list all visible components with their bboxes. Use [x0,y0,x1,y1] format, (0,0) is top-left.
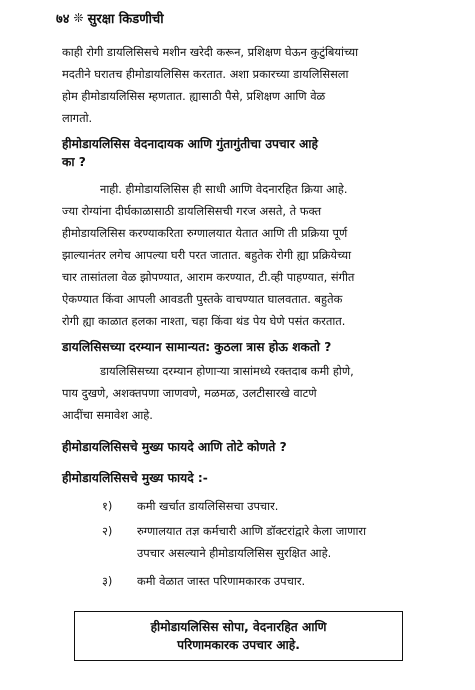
answer-line: पाय दुखणे, अशक्तपणा जाणवणे, मळमळ, उलटीसारखे वाटणे [62,386,317,400]
question-heading: हीमोडायलिसिसचे मुख्य फायदे आणि तोटे कोणते ? [62,440,287,454]
list-item-number: १) [102,499,113,513]
callout-line: हीमोडायलिसिस सोपा, वेदनारहित आणि [150,620,327,634]
question-heading: हीमोडायलिसिस वेदनादायक आणि गुंतागुंतीचा उपचार आहे [62,137,318,151]
book-title: सुरक्षा किडणीची [87,12,164,27]
list-item: रुग्णालयात तज्ञ कर्मचारी आणि डॉक्टरांद्वारे केला जाणारा [137,524,367,538]
intro-line: मदतीने घरातच हीमोडायलिसिस करतात. अशा प्रकारच्या डायलिसिसला [62,67,349,81]
answer-line: रोगी ह्या काळात हलका नाश्ता, चहा किंवा थंड पेय घेणे पसंत करतात. [62,314,346,328]
intro-line: काही रोगी डायलिसिसचे मशीन खरेदी करून, प्रशिक्षण घेऊन कुटुंबियांच्या [62,45,359,59]
answer-line: आदींचा समावेश आहे. [62,408,153,422]
answer-line: हीमोडायलिसिस करण्याकरिता रुग्णालयात येतात आणि ती प्रक्रिया पूर्ण [62,226,348,240]
answer-line: डायलिसिसच्या दरम्यान होणाऱ्या त्रासांमध्ये रक्तदाब कमी होणे, [100,364,354,378]
question-heading: डायलिसिसच्या दरम्यान सामान्यत: कुठला त्रास होऊ शकतो ? [62,340,332,354]
answer-line: झाल्यानंतर लगेच आपल्या घरी परत जातात. बहुतेक रोगी ह्या प्रक्रियेच्या [62,248,352,262]
intro-line: लागतो. [62,111,93,125]
summary-callout-box [74,611,403,661]
answer-line: नाही. हीमोडायलिसिस ही साधी आणि वेदनारहित क्रिया आहे. [100,182,348,196]
answer-line: ज्या रोग्यांना दीर्घकाळासाठी डायलिसिसची गरज असते, ते फक्त [62,204,322,218]
answer-line: चार तासांतला वेळ झोपण्यात, आराम करण्यात, टी.व्ही पाहण्यात, संगीत [62,270,355,284]
list-item-continuation: उपचार असल्याने हीमोडायलिसिस सुरक्षित आहे. [137,546,332,560]
answer-line: ऐकण्यात किंवा आपली आवडती पुस्तके वाचण्यात घालवतात. बहुतेक [62,292,343,306]
callout-line: परिणामकारक उपचार आहे. [177,638,300,652]
list-item: कमी वेळात जास्त परिणामकारक उपचार. [137,574,306,588]
list-item-number: ३) [102,574,113,588]
list-item-number: २) [102,524,113,538]
ornament-icon: ❊ [73,11,84,25]
list-item: कमी खर्चात डायलिसिसचा उपचार. [137,499,279,513]
page-number: ७४ [56,12,70,27]
question-heading: का ? [62,155,86,169]
benefits-heading: हीमोडायलिसिसचे मुख्य फायदे :- [62,471,208,485]
intro-line: होम हीमोडायलिसिस म्हणतात. ह्यासाठी पैसे, प्रशिक्षण आणि वेळ [62,89,326,103]
running-header [56,9,164,27]
